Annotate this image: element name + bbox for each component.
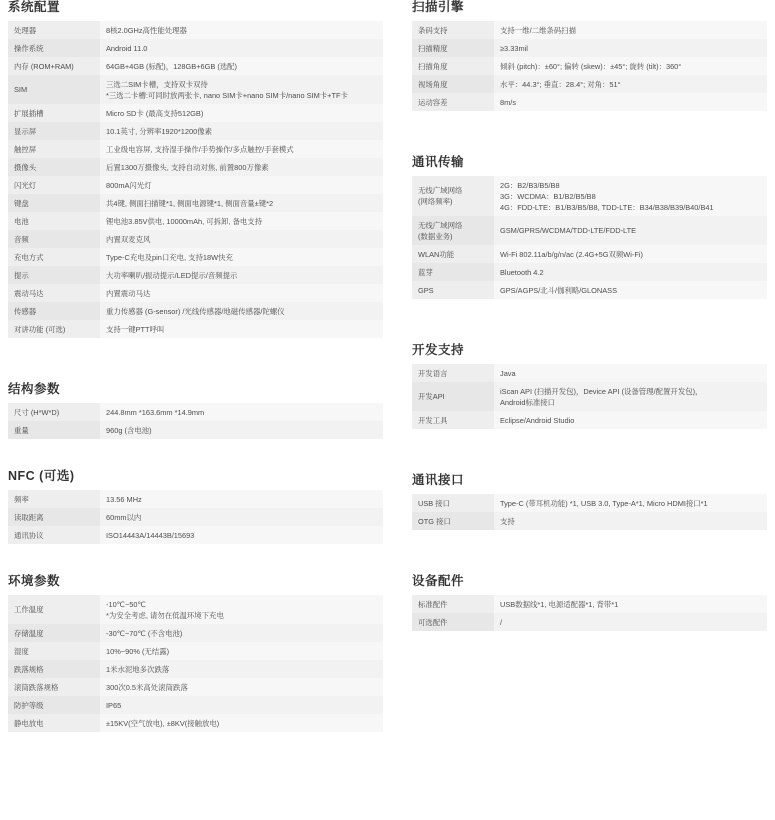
spacer xyxy=(8,338,383,382)
spec-row xyxy=(412,57,767,75)
spec-value: Android 11.0 xyxy=(100,39,383,57)
spec-row xyxy=(412,411,767,429)
spec-value: iScan API (扫描开发包)，Device API (设备管理/配置开发包)， Android标准接口 xyxy=(494,382,767,411)
spec-value: 8核2.0GHz高性能处理器 xyxy=(100,21,383,39)
spec-table xyxy=(412,364,767,429)
spec-row xyxy=(412,176,767,216)
left-column xyxy=(8,0,383,732)
spec-row xyxy=(412,512,767,530)
spec-value: Type-C (带耳机功能) *1, USB 3.0, Type-A*1, Micro HDMI接口*1 xyxy=(494,494,767,512)
spec-row xyxy=(8,320,383,338)
table-body-right-2 xyxy=(412,364,767,429)
spec-row xyxy=(8,75,383,104)
section-title: 环境参数 xyxy=(8,574,61,588)
table-body-left-3 xyxy=(8,595,383,732)
table-body-left-2 xyxy=(8,490,383,544)
section-development xyxy=(412,343,767,429)
spec-row xyxy=(412,364,767,382)
spec-key: 处理器 xyxy=(8,21,100,39)
spec-row xyxy=(412,281,767,299)
spec-row xyxy=(412,382,767,411)
spec-table xyxy=(8,403,383,439)
right-column xyxy=(412,0,767,631)
spec-value: 内置震动马达 xyxy=(100,284,383,302)
spec-key: SIM xyxy=(8,75,100,104)
spec-value: 大功率喇叭/振动提示/LED提示/音频提示 xyxy=(100,266,383,284)
table-body-left-1 xyxy=(8,403,383,439)
spec-key: 闪光灯 xyxy=(8,176,100,194)
spec-key: 开发语言 xyxy=(412,364,494,382)
spec-row xyxy=(8,212,383,230)
spec-value: USB数据线*1, 电源适配器*1, 背带*1 xyxy=(494,595,767,613)
section-communication xyxy=(412,155,767,299)
spec-row xyxy=(8,526,383,544)
spec-key: 视场角度 xyxy=(412,75,494,93)
spec-row xyxy=(8,660,383,678)
spec-key: 扫描角度 xyxy=(412,57,494,75)
section-title: 结构参数 xyxy=(8,382,61,396)
spec-key: 条码支持 xyxy=(412,21,494,39)
spec-row xyxy=(8,21,383,39)
spec-key: 无线广域网络 (数据业务) xyxy=(412,216,494,245)
table-body-right-1 xyxy=(412,176,767,299)
spec-row xyxy=(8,176,383,194)
spec-row xyxy=(8,403,383,421)
spec-value: 64GB+4GB (标配)，128GB+6GB (选配) xyxy=(100,57,383,75)
spec-key: 蓝芽 xyxy=(412,263,494,281)
spec-key: OTG 接口 xyxy=(412,512,494,530)
spec-key: 可选配件 xyxy=(412,613,494,631)
spec-value: 支持一维/二维条码扫描 xyxy=(494,21,767,39)
spec-value: 工业级电容屏, 支持湿手操作/手势操作/多点触控/手套模式 xyxy=(100,140,383,158)
section-system-config xyxy=(8,0,383,338)
spec-value: 锂电池3.85V供电, 10000mAh, 可拆卸, 备电支持 xyxy=(100,212,383,230)
section-title: 开发支持 xyxy=(412,343,465,357)
spec-row xyxy=(412,93,767,111)
spec-row xyxy=(412,245,767,263)
spec-table xyxy=(8,490,383,544)
spec-value: / xyxy=(494,613,767,631)
spec-table xyxy=(412,494,767,530)
spec-key: 操作系统 xyxy=(8,39,100,57)
spec-row xyxy=(8,508,383,526)
section-title: 设备配件 xyxy=(412,574,465,588)
spec-value: 8m/s xyxy=(494,93,767,111)
spec-table xyxy=(8,21,383,338)
spec-row xyxy=(8,490,383,508)
spec-value: GPS/AGPS/北斗/伽利略/GLONASS xyxy=(494,281,767,299)
spec-row xyxy=(8,158,383,176)
spacer xyxy=(412,111,767,155)
spec-value: Wi-Fi 802.11a/b/g/n/ac (2.4G+5G双频Wi-Fi) xyxy=(494,245,767,263)
spec-key: 开发工具 xyxy=(412,411,494,429)
table-body-right-3 xyxy=(412,494,767,530)
spec-key: 无线广域网络 (网络频率) xyxy=(412,176,494,216)
spec-row xyxy=(412,613,767,631)
spec-value: 支持 xyxy=(494,512,767,530)
spacer xyxy=(412,530,767,574)
spacer xyxy=(8,439,383,469)
spec-key: 扩展插槽 xyxy=(8,104,100,122)
spec-value: 13.56 MHz xyxy=(100,490,383,508)
spec-key: 电池 xyxy=(8,212,100,230)
spec-value: Eclipse/Android Studio xyxy=(494,411,767,429)
spec-value: 重力传感器 (G-sensor) /光线传感器/地磁传感器/陀螺仪 xyxy=(100,302,383,320)
spec-row xyxy=(412,494,767,512)
spec-key: 开发API xyxy=(412,382,494,411)
spec-row xyxy=(412,75,767,93)
spec-row xyxy=(8,624,383,642)
section-interfaces xyxy=(412,473,767,530)
spec-key: WLAN功能 xyxy=(412,245,494,263)
spec-key: 重量 xyxy=(8,421,100,439)
spec-value: ≥3.33mil xyxy=(494,39,767,57)
section-title: NFC (可选) xyxy=(8,469,75,483)
spec-key: 通讯协议 xyxy=(8,526,100,544)
spec-row xyxy=(8,421,383,439)
section-title: 扫描引擎 xyxy=(412,0,465,14)
spec-value: 2G：B2/B3/B5/B8 3G：WCDMA：B1/B2/B5/B8 4G：FDD-LTE：B1/B3/B5/B8, TDD-LTE：B34/B38/B39/B40/B41 xyxy=(494,176,767,216)
spec-row xyxy=(8,122,383,140)
spec-row xyxy=(8,696,383,714)
table-body-right-4 xyxy=(412,595,767,631)
spec-value: 10.1英寸, 分辨率1920*1200像素 xyxy=(100,122,383,140)
section-title: 通讯接口 xyxy=(412,473,465,487)
spec-value: 内置双麦克风 xyxy=(100,230,383,248)
spec-row xyxy=(8,284,383,302)
spec-row xyxy=(8,248,383,266)
spec-row xyxy=(8,104,383,122)
spec-key: 音频 xyxy=(8,230,100,248)
section-environment xyxy=(8,574,383,732)
spacer xyxy=(412,299,767,343)
spec-table xyxy=(412,176,767,299)
spec-row xyxy=(8,57,383,75)
spec-table xyxy=(412,21,767,111)
spec-value: ±15KV(空气放电), ±8KV(接触放电) xyxy=(100,714,383,732)
spec-key: 提示 xyxy=(8,266,100,284)
spec-key: 内存 (ROM+RAM) xyxy=(8,57,100,75)
spec-key: 静电放电 xyxy=(8,714,100,732)
spec-key: GPS xyxy=(412,281,494,299)
spec-value: 后置1300万摄像头, 支持自动对焦, 前置800万像素 xyxy=(100,158,383,176)
spec-row xyxy=(8,194,383,212)
table-body-left-0 xyxy=(8,21,383,338)
spec-key: 滚筒跌落规格 xyxy=(8,678,100,696)
spec-value: 10%~90% (无结露) xyxy=(100,642,383,660)
spec-row xyxy=(8,302,383,320)
spec-key: 扫描精度 xyxy=(412,39,494,57)
spec-key: 工作温度 xyxy=(8,595,100,624)
spec-row xyxy=(412,595,767,613)
section-title: 通讯传输 xyxy=(412,155,465,169)
spec-value: Type-C充电及pin口充电, 支持18W快充 xyxy=(100,248,383,266)
section-nfc xyxy=(8,469,383,544)
spec-key: 对讲功能 (可选) xyxy=(8,320,100,338)
spec-value: 三选二SIM卡槽，支持双卡双待 *三选二卡槽:可同时放两张卡, nano SIM卡+nano SIM卡/nano SIM卡+TF卡 xyxy=(100,75,383,104)
section-title: 系统配置 xyxy=(8,0,61,14)
spec-key: 传感器 xyxy=(8,302,100,320)
spec-key: 存储温度 xyxy=(8,624,100,642)
spec-value: 支持一键PTT呼叫 xyxy=(100,320,383,338)
spec-key: 读取距离 xyxy=(8,508,100,526)
spec-value: -10℃~50℃ *为安全考虑, 请勿在低温环境下充电 xyxy=(100,595,383,624)
spec-key: 键盘 xyxy=(8,194,100,212)
spec-row xyxy=(8,714,383,732)
spec-key: 跌落规格 xyxy=(8,660,100,678)
section-accessories xyxy=(412,574,767,631)
spec-key: 湿度 xyxy=(8,642,100,660)
spec-row xyxy=(8,266,383,284)
spec-key: 标准配件 xyxy=(412,595,494,613)
spec-value: IP65 xyxy=(100,696,383,714)
spec-key: 频率 xyxy=(8,490,100,508)
spec-value: GSM/GPRS/WCDMA/TDD-LTE/FDD-LTE xyxy=(494,216,767,245)
spec-key: 摄像头 xyxy=(8,158,100,176)
spec-value: -30℃~70℃ (不含电池) xyxy=(100,624,383,642)
spec-value: ISO14443A/14443B/15693 xyxy=(100,526,383,544)
section-structure xyxy=(8,382,383,439)
spec-table xyxy=(412,595,767,631)
spec-key: 充电方式 xyxy=(8,248,100,266)
spec-value: Bluetooth 4.2 xyxy=(494,263,767,281)
spec-key: 震动马达 xyxy=(8,284,100,302)
spacer xyxy=(8,544,383,574)
spec-row xyxy=(8,230,383,248)
spec-key: 防护等级 xyxy=(8,696,100,714)
spacer xyxy=(412,429,767,473)
spec-row xyxy=(412,21,767,39)
spec-value: 水平：44.3°; 垂直：28.4°; 对角：51° xyxy=(494,75,767,93)
spec-value: 300次0.5米高处滚筒跌落 xyxy=(100,678,383,696)
spec-row xyxy=(8,140,383,158)
spec-row xyxy=(412,216,767,245)
section-scan-engine xyxy=(412,0,767,111)
spec-value: 960g (含电池) xyxy=(100,421,383,439)
spec-value: 倾斜 (pitch)：±60°; 偏转 (skew)：±45°; 旋转 (tilt)：360° xyxy=(494,57,767,75)
spec-value: Java xyxy=(494,364,767,382)
spec-value: 1米水泥地多次跌落 xyxy=(100,660,383,678)
spec-row xyxy=(412,263,767,281)
spec-row xyxy=(8,642,383,660)
spec-key: 触控屏 xyxy=(8,140,100,158)
spec-value: 244.8mm *163.6mm *14.9mm xyxy=(100,403,383,421)
spec-key: 尺寸 (H*W*D) xyxy=(8,403,100,421)
spec-value: Micro SD卡 (最高支持512GB) xyxy=(100,104,383,122)
spec-row xyxy=(412,39,767,57)
spec-table xyxy=(8,595,383,732)
spec-value: 800mA闪光灯 xyxy=(100,176,383,194)
spec-key: 显示屏 xyxy=(8,122,100,140)
spec-row xyxy=(8,678,383,696)
spec-value: 共4键, 侧面扫描键*1, 侧面电源键*1, 侧面音量±键*2 xyxy=(100,194,383,212)
spec-key: 运动容差 xyxy=(412,93,494,111)
spec-value: 60mm以内 xyxy=(100,508,383,526)
spec-key: USB 接口 xyxy=(412,494,494,512)
table-body-right-0 xyxy=(412,21,767,111)
spec-row xyxy=(8,39,383,57)
spec-row xyxy=(8,595,383,624)
